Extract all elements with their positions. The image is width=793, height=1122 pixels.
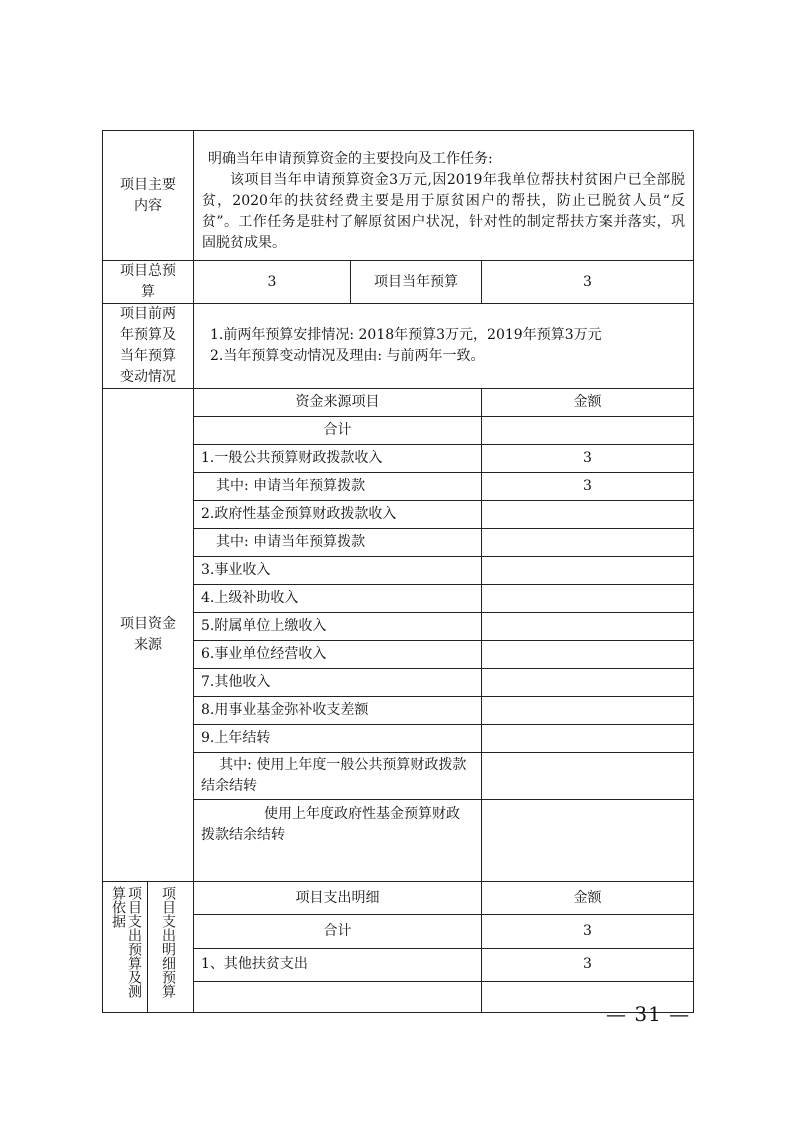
funding-row-item: 其中: 申请当年预算拨款 — [194, 529, 482, 557]
funding-row-item: 9.上年结转 — [194, 725, 482, 753]
total-budget-label: 项目总预算 — [120, 263, 176, 300]
funding-row-item: 使用上年度政府性基金预算财政拨款结余结转 — [194, 800, 482, 882]
prior-years-line-1: 1.前两年预算安排情况: 2018年预算3万元，2019年预算3万元 — [210, 327, 602, 343]
expense-row-item: 合计 — [194, 915, 482, 948]
prior-years-label: 项目前两年预算及当年预算变动情况 — [120, 306, 176, 385]
funding-row-amount — [482, 800, 694, 882]
funding-row-item: 其中: 申请当年预算拨款 — [194, 473, 482, 501]
expense-row-item — [194, 981, 482, 1012]
funding-row-item: 5.附属单位上缴收入 — [194, 613, 482, 641]
expense-inner-label: 项目支出明细预算 — [160, 886, 176, 998]
funding-row-amount — [482, 697, 694, 725]
funding-row-amount — [482, 613, 694, 641]
funding-label-cell — [103, 389, 194, 882]
intro-body: 该项目当年申请预算资金3万元,因2019年我单位帮扶村贫困户已全部脱贫，2020年的扶贫经费主要是用于原贫困户的帮扶，防止已脱贫人员“反贫”。工作任务是驻村了解原贫困户状况，针对性的制定帮扶方案并落实，巩固脱贫成果。 — [202, 172, 686, 251]
prior-years-line-2: 2.当年预算变动情况及理由: 与前两年一致。 — [210, 348, 485, 364]
expense-row-amount: 3 — [482, 915, 694, 948]
page-number: — 31 — — [606, 1002, 691, 1026]
budget-form — [102, 130, 693, 1000]
intro-content-cell — [194, 131, 694, 261]
funding-row-amount — [482, 725, 694, 753]
funding-col-source: 资金来源项目 — [194, 389, 482, 417]
prior-years-label-cell — [103, 304, 194, 389]
funding-row-item: 7.其他收入 — [194, 669, 482, 697]
funding-row-item: 2.政府性基金预算财政拨款收入 — [194, 501, 482, 529]
funding-row-amount: 3 — [482, 473, 694, 501]
expense-col-detail: 项目支出明细 — [194, 882, 482, 915]
funding-label: 项目资金来源 — [120, 616, 176, 653]
expense-col-amount: 金额 — [482, 882, 694, 915]
intro-label: 项目主要内容 — [120, 176, 176, 214]
budget-table — [102, 130, 694, 1013]
funding-row-item: 8.用事业基金弥补收支差额 — [194, 697, 482, 725]
funding-row-amount — [482, 529, 694, 557]
expense-inner-label-wrap — [147, 886, 189, 1012]
funding-row-item: 6.事业单位经营收入 — [194, 641, 482, 669]
funding-row-amount — [482, 557, 694, 585]
funding-row-item: 其中: 使用上年度一般公共预算财政拨款结余结转 — [194, 753, 482, 800]
funding-row-amount — [482, 501, 694, 529]
funding-row-item: 合计 — [194, 417, 482, 445]
expense-label-wrap — [103, 882, 193, 1012]
intro-heading: 明确当年申请预算资金的主要投向及工作任务: — [208, 151, 493, 167]
funding-row-amount — [482, 585, 694, 613]
expense-label-cell — [103, 882, 194, 1013]
intro-label-cell — [103, 131, 194, 261]
expense-outer-label-wrap — [106, 886, 146, 1012]
funding-row-amount — [482, 669, 694, 697]
funding-row-item: 4.上级补助收入 — [194, 585, 482, 613]
expense-outer-label: 项目支出预算及测算依据 — [110, 886, 142, 998]
expense-row-item: 1、其他扶贫支出 — [194, 948, 482, 981]
funding-row-item: 1.一般公共预算财政拨款收入 — [194, 445, 482, 473]
funding-row-amount — [482, 417, 694, 445]
prior-years-content — [194, 304, 694, 389]
current-budget-label: 项目当年预算 — [351, 261, 482, 304]
total-budget-value: 3 — [194, 261, 351, 304]
funding-row-amount — [482, 641, 694, 669]
total-budget-label-cell — [103, 261, 194, 304]
funding-row-item: 3.事业收入 — [194, 557, 482, 585]
funding-row-amount — [482, 753, 694, 800]
funding-col-amount: 金额 — [482, 389, 694, 417]
current-budget-value: 3 — [482, 261, 694, 304]
expense-row-amount: 3 — [482, 948, 694, 981]
funding-row-amount: 3 — [482, 445, 694, 473]
